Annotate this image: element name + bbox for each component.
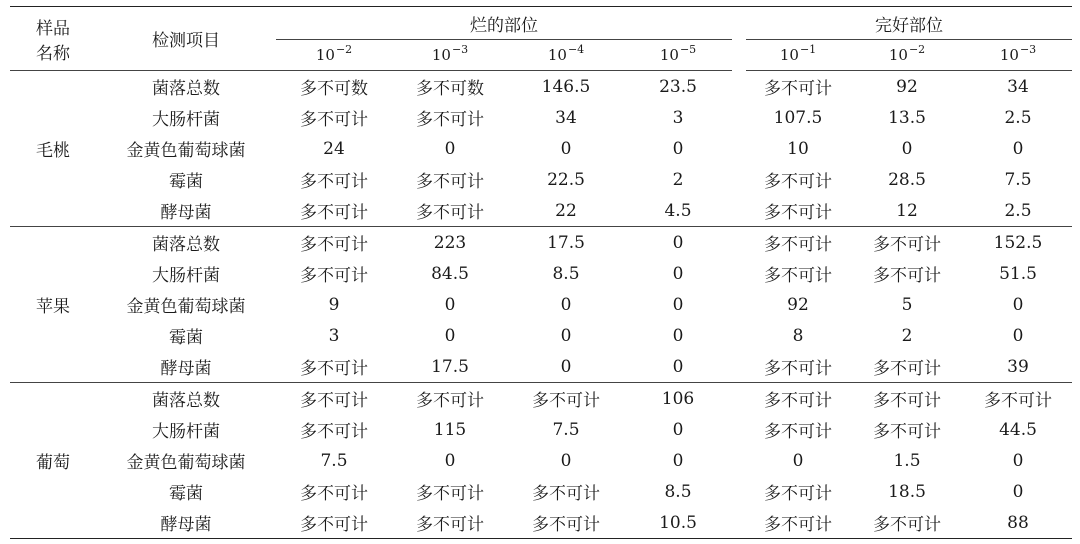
rotten-value-cell: 0 [560, 450, 572, 471]
rotten-value-cell: 0 [672, 294, 684, 315]
dilution-base: 10 [547, 46, 567, 64]
rotten-value-cell: 多不可计 [300, 172, 368, 192]
column-spacer [732, 414, 746, 445]
intact-dilution-1 [850, 40, 964, 71]
microbial-count-table [10, 6, 1072, 539]
test-item-cell: 金黄色葡萄球菌 [126, 297, 246, 317]
intact-value-cell: 152.5 [993, 232, 1043, 253]
table-row [10, 102, 1072, 133]
rotten-value-cell: 34 [555, 107, 577, 128]
table-row [10, 320, 1072, 351]
rotten-value-cell: 多不可计 [276, 351, 392, 383]
test-item-cell: 霉菌 [169, 328, 203, 348]
table-row [10, 227, 1072, 259]
sample-name-header-line2: 名称 [36, 43, 70, 64]
test-item-cell: 霉菌 [169, 172, 203, 192]
test-item-cell: 大肠杆菌 [152, 266, 220, 286]
intact-value-cell: 44.5 [999, 419, 1037, 440]
rotten-value-cell: 84.5 [431, 263, 469, 284]
rotten-value-cell: 多不可计 [416, 172, 484, 192]
intact-value-cell: 多不可计 [764, 484, 832, 504]
test-item-cell: 金黄色葡萄球菌 [126, 453, 246, 473]
sample-name-header-line1: 样品 [36, 18, 70, 39]
intact-value-cell: 0 [901, 138, 913, 159]
sample-name-header [10, 7, 96, 71]
rotten-value-cell: 3 [328, 325, 340, 346]
rotten-value-cell: 多不可计 [392, 195, 508, 227]
intact-value-cell: 0 [1012, 138, 1024, 159]
rotten-dilution-0 [276, 40, 392, 71]
rotten-value-cell: 24 [323, 138, 345, 159]
intact-value-cell: 8 [792, 325, 804, 346]
rotten-value-cell: 17.5 [547, 232, 585, 253]
rotten-value-cell: 17.5 [392, 351, 508, 383]
rotten-value-cell: 2 [672, 169, 684, 190]
table-row [10, 133, 1072, 164]
dilution-exponent: −1 [799, 43, 817, 56]
dilution-base: 10 [888, 46, 908, 64]
column-spacer [732, 445, 746, 476]
intact-value-cell: 28.5 [888, 169, 926, 190]
table-body [10, 71, 1072, 539]
dilution-base: 10 [315, 46, 335, 64]
rotten-part-label: 烂的部位 [470, 15, 538, 36]
intact-value-cell: 2.5 [1004, 107, 1032, 128]
dilution-base: 10 [779, 46, 799, 64]
column-spacer [732, 320, 746, 351]
rotten-value-cell: 0 [672, 325, 684, 346]
rotten-value-cell: 0 [444, 294, 456, 315]
intact-value-cell: 2 [901, 325, 913, 346]
dilution-base: 10 [999, 46, 1019, 64]
rotten-value-cell: 多不可计 [276, 195, 392, 227]
rotten-value-cell: 0 [444, 138, 456, 159]
intact-value-cell: 多不可计 [746, 195, 850, 227]
column-spacer [732, 227, 746, 259]
rotten-value-cell: 0 [672, 419, 684, 440]
rotten-value-cell: 106 [661, 388, 695, 409]
rotten-dilution-2 [508, 40, 624, 71]
rotten-value-cell: 223 [433, 232, 467, 253]
table-row [10, 164, 1072, 195]
rotten-dilution-1 [392, 40, 508, 71]
rotten-value-cell: 多不可计 [532, 484, 600, 504]
dilution-exponent: −3 [451, 43, 469, 56]
table-header [10, 7, 1072, 71]
intact-value-cell: 18.5 [888, 481, 926, 502]
intact-value-cell: 多不可计 [764, 266, 832, 286]
rotten-value-cell: 多不可计 [276, 507, 392, 539]
intact-value-cell: 12 [850, 195, 964, 227]
rotten-value-cell: 多不可数 [416, 79, 484, 99]
intact-value-cell: 88 [964, 507, 1072, 539]
rotten-value-cell: 8.5 [552, 263, 580, 284]
intact-value-cell: 10 [787, 138, 809, 159]
intact-value-cell: 51.5 [999, 263, 1037, 284]
intact-value-cell: 0 [792, 450, 804, 471]
test-item-header: 检测项目 [96, 7, 276, 71]
intact-value-cell: 多不可计 [746, 351, 850, 383]
dilution-exponent: −3 [1019, 43, 1037, 56]
intact-value-cell: 多不可计 [764, 235, 832, 255]
rotten-value-cell: 0 [560, 294, 572, 315]
rotten-value-cell: 多不可计 [300, 391, 368, 411]
column-spacer [732, 164, 746, 195]
rotten-value-cell: 多不可计 [532, 391, 600, 411]
intact-value-cell: 34 [1007, 76, 1029, 97]
rotten-value-cell: 多不可数 [300, 79, 368, 99]
intact-value-cell: 多不可计 [984, 391, 1052, 411]
intact-value-cell: 1.5 [893, 450, 921, 471]
dilution-base: 10 [659, 46, 679, 64]
intact-value-cell: 多不可计 [764, 79, 832, 99]
rotten-value-cell: 10.5 [624, 507, 732, 539]
intact-value-cell: 39 [964, 351, 1072, 383]
rotten-value-cell: 23.5 [659, 76, 697, 97]
rotten-value-cell: 0 [672, 232, 684, 253]
rotten-value-cell: 0 [624, 351, 732, 383]
table-row [10, 445, 1072, 476]
rotten-part-header [276, 7, 732, 40]
dilution-exponent: −2 [908, 43, 926, 56]
dilution-exponent: −5 [679, 43, 697, 56]
sample-name-cell: 葡萄 [10, 383, 96, 539]
rotten-dilution-3 [624, 40, 732, 71]
header-row-groups [10, 7, 1072, 40]
rotten-value-cell: 多不可计 [300, 484, 368, 504]
table-row [10, 507, 1072, 539]
test-item-cell: 菌落总数 [152, 391, 220, 411]
intact-value-cell: 0 [1012, 481, 1024, 502]
column-spacer [732, 133, 746, 164]
test-item-cell: 霉菌 [169, 484, 203, 504]
intact-dilution-2 [964, 40, 1072, 71]
intact-value-cell: 多不可计 [873, 266, 941, 286]
column-spacer [732, 195, 746, 227]
test-item-cell: 酵母菌 [96, 507, 276, 539]
test-item-cell: 菌落总数 [152, 235, 220, 255]
column-spacer [732, 507, 746, 539]
rotten-value-cell: 0 [560, 138, 572, 159]
intact-value-cell: 0 [1012, 325, 1024, 346]
table-row [10, 289, 1072, 320]
rotten-value-cell: 0 [508, 351, 624, 383]
table-row [10, 71, 1072, 103]
rotten-value-cell: 0 [672, 263, 684, 284]
intact-value-cell: 多不可计 [873, 422, 941, 442]
table-row [10, 258, 1072, 289]
dilution-spacer [732, 40, 746, 71]
intact-part-header [746, 7, 1072, 40]
sample-name-cell: 苹果 [10, 227, 96, 383]
table-row [10, 414, 1072, 445]
column-spacer [732, 71, 746, 103]
intact-value-cell: 0 [1012, 450, 1024, 471]
test-item-cell: 大肠杆菌 [152, 422, 220, 442]
rotten-value-cell: 146.5 [541, 76, 591, 97]
intact-value-cell: 7.5 [1004, 169, 1032, 190]
rotten-value-cell: 多不可计 [416, 391, 484, 411]
header-spacer [732, 7, 746, 40]
column-spacer [732, 476, 746, 507]
intact-value-cell: 多不可计 [873, 235, 941, 255]
rotten-value-cell: 7.5 [320, 450, 348, 471]
intact-value-cell: 多不可计 [764, 391, 832, 411]
rotten-value-cell: 多不可计 [392, 507, 508, 539]
rotten-value-cell: 0 [560, 325, 572, 346]
table-row [10, 383, 1072, 415]
test-item-cell: 大肠杆菌 [152, 110, 220, 130]
column-spacer [732, 289, 746, 320]
intact-value-cell: 92 [787, 294, 809, 315]
rotten-value-cell: 多不可计 [300, 235, 368, 255]
column-spacer [732, 383, 746, 415]
rotten-value-cell: 7.5 [552, 419, 580, 440]
rotten-value-cell: 多不可计 [416, 110, 484, 130]
intact-value-cell: 107.5 [773, 107, 823, 128]
dilution-exponent: −2 [335, 43, 353, 56]
intact-value-cell: 5 [901, 294, 913, 315]
test-item-cell: 酵母菌 [96, 351, 276, 383]
rotten-value-cell: 0 [444, 325, 456, 346]
intact-value-cell: 多不可计 [873, 391, 941, 411]
column-spacer [732, 258, 746, 289]
rotten-value-cell: 8.5 [664, 481, 692, 502]
rotten-value-cell: 0 [444, 450, 456, 471]
column-spacer [732, 102, 746, 133]
rotten-value-cell: 多不可计 [300, 266, 368, 286]
intact-dilution-0 [746, 40, 850, 71]
rotten-value-cell: 22 [508, 195, 624, 227]
sample-name-cell: 毛桃 [10, 71, 96, 227]
rotten-value-cell: 9 [328, 294, 340, 315]
rotten-value-cell: 多不可计 [508, 507, 624, 539]
intact-value-cell: 多不可计 [764, 422, 832, 442]
table-row [10, 351, 1072, 383]
dilution-base: 10 [431, 46, 451, 64]
column-spacer [732, 351, 746, 383]
intact-part-label: 完好部位 [875, 15, 943, 36]
rotten-value-cell: 115 [433, 419, 467, 440]
test-item-cell: 金黄色葡萄球菌 [126, 141, 246, 161]
intact-value-cell: 0 [1012, 294, 1024, 315]
intact-value-cell: 92 [896, 76, 918, 97]
rotten-value-cell: 多不可计 [300, 422, 368, 442]
test-item-cell: 酵母菌 [96, 195, 276, 227]
test-item-cell: 菌落总数 [152, 79, 220, 99]
intact-value-cell: 多不可计 [850, 507, 964, 539]
rotten-value-cell: 多不可计 [416, 484, 484, 504]
rotten-value-cell: 0 [672, 138, 684, 159]
rotten-value-cell: 4.5 [624, 195, 732, 227]
dilution-exponent: −4 [567, 43, 585, 56]
rotten-value-cell: 多不可计 [300, 110, 368, 130]
intact-value-cell: 多不可计 [764, 172, 832, 192]
table-row [10, 195, 1072, 227]
rotten-value-cell: 22.5 [547, 169, 585, 190]
intact-value-cell: 多不可计 [746, 507, 850, 539]
rotten-value-cell: 3 [672, 107, 684, 128]
intact-value-cell: 2.5 [964, 195, 1072, 227]
table-row [10, 476, 1072, 507]
intact-value-cell: 13.5 [888, 107, 926, 128]
intact-value-cell: 多不可计 [850, 351, 964, 383]
rotten-value-cell: 0 [672, 450, 684, 471]
